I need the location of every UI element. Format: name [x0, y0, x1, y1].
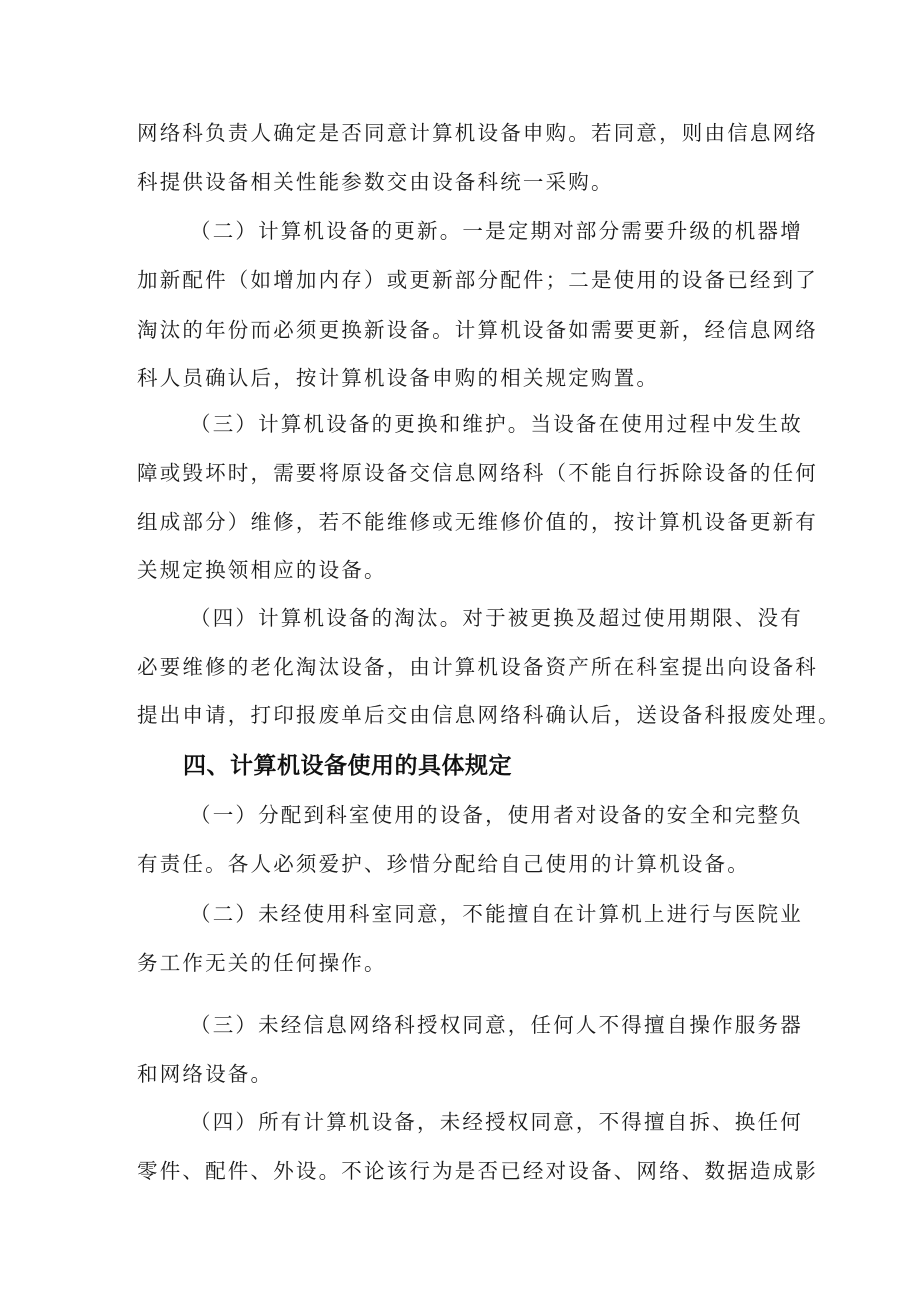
text-line: （三）未经信息网络科授权同意，任何人不得擅自操作服务器 — [190, 1013, 803, 1037]
text-line: 必要维修的老化淘汰设备，由计算机设备资产所在科室提出向设备科 — [137, 655, 818, 679]
text-line: 零件、配件、外设。不论该行为是否已经对设备、网络、数据造成影 — [137, 1159, 818, 1183]
text-line: 有责任。各人必须爱护、珍惜分配给自己使用的计算机设备。 — [137, 852, 750, 876]
text-line: 科提供设备相关性能参数交由设备科统一采购。 — [137, 170, 614, 194]
text-line: （四）所有计算机设备，未经授权同意，不得擅自拆、换任何 — [190, 1110, 803, 1134]
text-line: 提出申请，打印报废单后交由信息网络科确认后，送设备科报废处理。 — [137, 703, 841, 727]
section-heading: 四、计算机设备使用的具体规定 — [183, 753, 512, 779]
text-line: 和网络设备。 — [137, 1062, 274, 1086]
text-line: 淘汰的年份而必须更换新设备。计算机设备如需要更新，经信息网络 — [137, 318, 818, 342]
text-line: （二）计算机设备的更新。一是定期对部分需要升级的机器增 — [190, 219, 803, 243]
text-line: 障或毁坏时，需要将原设备交信息网络科（不能自行拆除设备的任何 — [137, 461, 818, 485]
text-line: 科人员确认后，按计算机设备申购的相关规定购置。 — [137, 366, 660, 390]
text-line: （二）未经使用科室同意，不能擅自在计算机上进行与医院业 — [190, 902, 803, 926]
text-line: （四）计算机设备的淘汰。对于被更换及超过使用期限、没有 — [190, 606, 803, 630]
text-line: （三）计算机设备的更换和维护。当设备在使用过程中发生故 — [190, 412, 803, 436]
text-line: 关规定换领相应的设备。 — [137, 558, 387, 582]
text-line: 网络科负责人确定是否同意计算机设备申购。若同意，则由信息网络 — [137, 121, 818, 145]
text-line: 务工作无关的任何操作。 — [137, 951, 387, 975]
text-line: 加新配件（如增加内存）或更新部分配件；二是使用的设备已经到了 — [137, 268, 818, 292]
text-line: 组成部分）维修，若不能维修或无维修价值的，按计算机设备更新有 — [137, 510, 818, 534]
text-line: （一）分配到科室使用的设备，使用者对设备的安全和完整负 — [190, 803, 803, 827]
